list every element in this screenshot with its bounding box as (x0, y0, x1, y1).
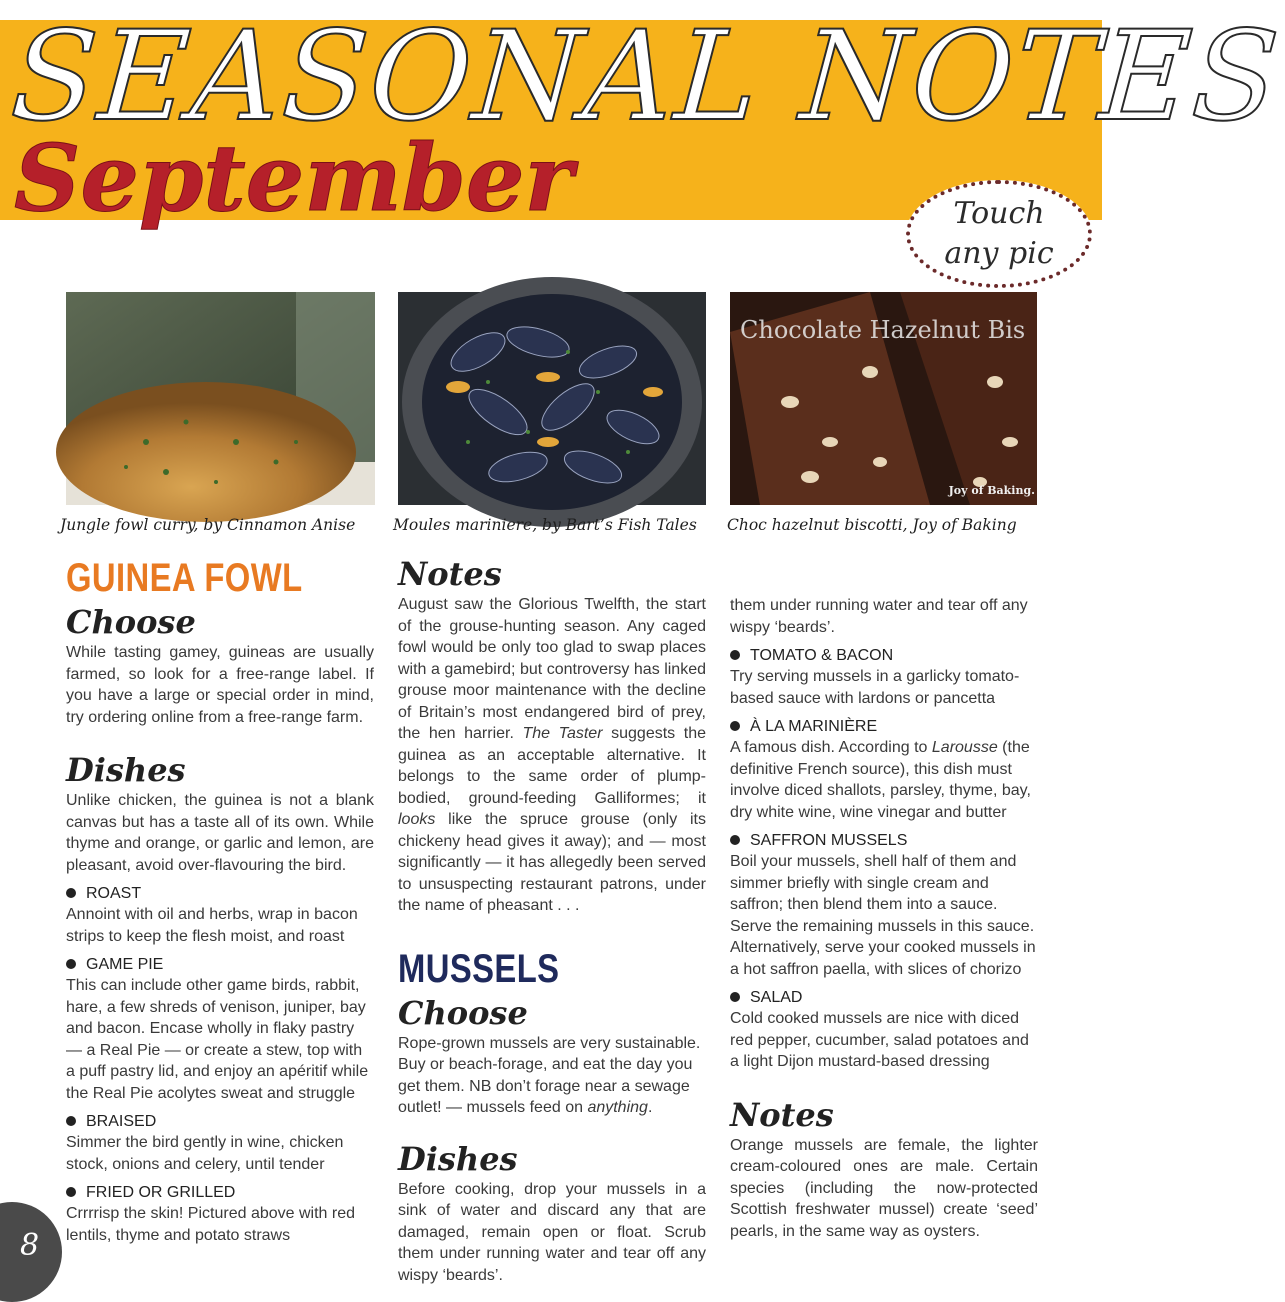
mussels-dishes-continued: them under running water and tear off any wispy ‘beards’. (730, 597, 1028, 636)
guinea-fowl-heading: GUINEA FOWL (66, 556, 303, 600)
mussels-item-tomato-text: Try serving mussels in a garlicky tomato-based sauce with lardons or pancetta (730, 668, 1020, 707)
notes-heading: Notes (398, 555, 502, 593)
mussels-item-saffron-text: Boil your mussels, shell half of them and simmer briefly with single cream and saffron; then blend them into a sauce. Serve the remaining mussels in this sauce. Alternatively, serve your cooked mussels in a hot saffron paella, with slices of chorizo (730, 853, 1036, 978)
guinea-choose-heading: Choose (66, 603, 196, 641)
mussels-image (398, 292, 706, 505)
badge-line-1: Touch (953, 196, 1045, 231)
caption-jungle-fowl: Jungle fowl curry, by Cinnamon Anise (60, 516, 356, 534)
photo-moules-mariniere[interactable] (398, 292, 706, 505)
page-title: SEASONAL NOTES (6, 5, 1285, 149)
caption-biscotti: Choc hazelnut biscotti, Joy of Baking (727, 516, 1017, 534)
curry-image (66, 292, 375, 505)
guinea-item-game-pie-heading: GAME PIE (66, 955, 374, 975)
mussels-item-tomato-heading: TOMATO & BACON (730, 646, 1038, 666)
mussels-heading: MUSSELS (398, 946, 560, 991)
month-title: September (14, 124, 574, 232)
bullet-icon (66, 959, 76, 969)
biscotti-overlay-title: Chocolate Hazelnut Bis (740, 316, 1026, 344)
mussels-choose-heading: Choose (398, 993, 528, 1032)
page-number: 8 (0, 1202, 62, 1302)
photo-choc-hazelnut-biscotti[interactable] (730, 292, 1037, 505)
mussels-item-salad-heading: SALAD (730, 988, 1038, 1008)
guinea-item-fried-heading: FRIED OR GRILLED (66, 1183, 374, 1203)
guinea-item-game-pie-text: This can include other game birds, rabbit, hare, a few shreds of venison, juniper, bay and bacon. Encase wholly in flaky pastry — a Real Pie — or create a stew, top with a puff pastry lid, and enjoy an apéritif while the Real Pie acolytes sweat and struggle (66, 977, 369, 1102)
guinea-item-fried-text: Crrrrisp the skin! Pictured above with red lentils, thyme and potato straws (66, 1205, 355, 1244)
caption-moules: Moules mariniere, by Bart’s Fish Tales (393, 516, 697, 534)
mussels-item-saffron-heading: SAFFRON MUSSELS (730, 831, 1038, 851)
guinea-item-braised-heading: BRAISED (66, 1112, 374, 1132)
guinea-item-roast-text: Annoint with oil and herbs, wrap in bacon strips to keep the flesh moist, and roast (66, 906, 358, 945)
column-guinea-fowl (66, 556, 374, 1246)
touch-badge (906, 180, 1092, 288)
biscotti-overlay-credit: Joy of Baking. (948, 484, 1035, 497)
badge-line-2: any pic (944, 236, 1054, 271)
guinea-dishes-text: Unlike chicken, the guinea is not a blank canvas but has a taste all of its own. While thyme and orange, or garlic and lemon, are pleasant, avoid over-flavouring the bird. (66, 792, 374, 874)
mussels-item-salad-text: Cold cooked mussels are nice with diced red pepper, cucumber, salad potatoes and a light Dijon mustard-based dressing (730, 1010, 1029, 1070)
notes2-text: Orange mussels are female, the lighter cream-coloured ones are male. Certain species (including the now-protected Scottish freshwater mussel) create ‘seed’ pearls, in the same way as oysters. (730, 1136, 1038, 1240)
guinea-choose-text: While tasting gamey, guineas are usually farmed, so look for a free-range label. If you have a large or special order in mind, try ordering online from a free-range farm. (66, 644, 374, 726)
column-notes-mussels (398, 554, 707, 1284)
bullet-icon (730, 721, 740, 731)
mussels-item-mariniere-text: A famous dish. According to Larousse (the definitive French source), this dish must involve diced shallots, parsley, thyme, bay, dry white wine, wine vinegar and butter (730, 739, 1031, 821)
bullet-icon (730, 992, 740, 1002)
mussels-dishes-heading: Dishes (398, 1139, 518, 1178)
notes2-heading: Notes (730, 1095, 834, 1134)
bullet-icon (730, 835, 740, 845)
guinea-item-braised-text: Simmer the bird gently in wine, chicken stock, onions and celery, until tender (66, 1134, 344, 1173)
guinea-item-roast-heading: ROAST (66, 884, 374, 904)
notes-text: August saw the Glorious Twelfth, the start of the grouse-hunting season. Any caged fowl would be only too glad to swap places with a gamebird; but controversy has linked grouse moor maintenance with the decline of Britain’s most endangered bird of prey, the hen harrier. The Taster suggests the guinea as an acceptable alternative. It belongs to the same order of plump-bodied, ground-feeding Galliformes; it looks like the spruce grouse (only its chickeny head gives it away); and — most significantly — it has allegedly been served to unsuspecting restaurant patrons, under the name of pheasant . . . (398, 596, 707, 914)
mussels-choose-text: Rope-grown mussels are very sustainable. Buy or beach-forage, and eat the day you get them. NB don’t forage near a sewage outlet! — mussels feed on anything. (398, 1034, 701, 1116)
column-mussels-continued (730, 595, 1038, 1242)
bullet-icon (66, 888, 76, 898)
bullet-icon (66, 1116, 76, 1126)
bullet-icon (730, 650, 740, 660)
bullet-icon (66, 1187, 76, 1197)
photo-jungle-fowl-curry[interactable] (66, 292, 375, 505)
guinea-dishes-heading: Dishes (66, 751, 186, 789)
mussels-dishes-text: Before cooking, drop your mussels in a sink of water and discard any that are damaged, remain open or float. Scrub them under running water and tear off any wispy ‘beards’. (398, 1180, 706, 1284)
mussels-item-mariniere-heading: À LA MARINIÈRE (730, 717, 1038, 737)
